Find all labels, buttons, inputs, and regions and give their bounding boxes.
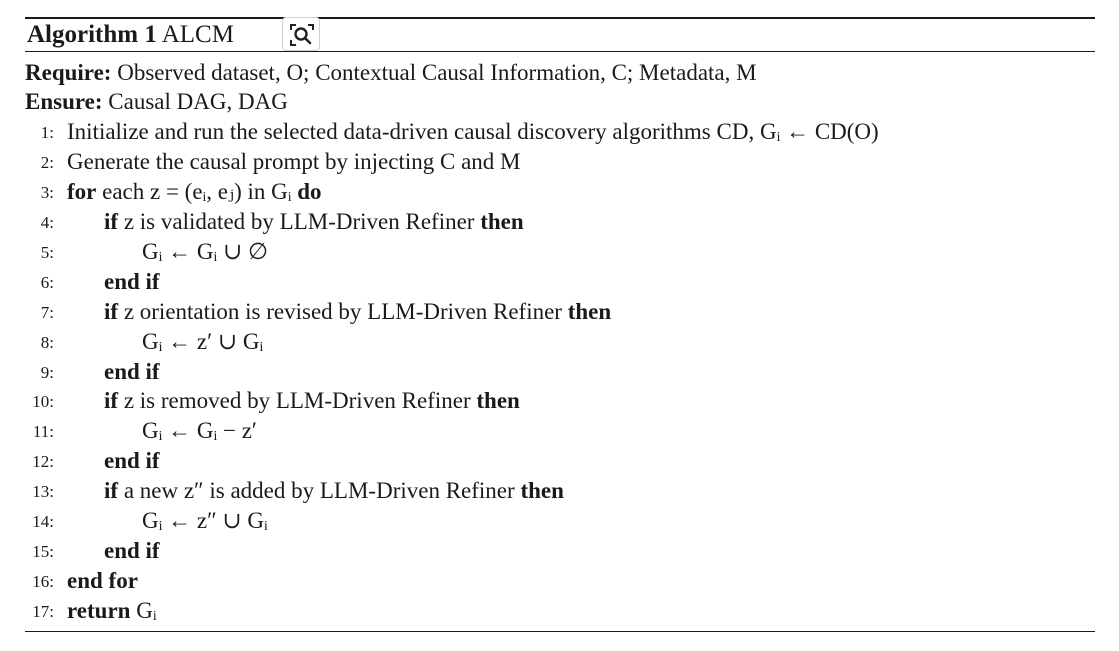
line-text: end if <box>104 269 160 294</box>
require-line <box>25 58 757 88</box>
line-text: Generate the causal prompt by injecting C and M <box>67 149 521 174</box>
line-text: for each z = (eᵢ, eⱼ) in Gᵢ do <box>67 179 322 204</box>
line-number: 1: <box>40 123 54 142</box>
ensure-line <box>25 87 288 117</box>
line-number: 11: <box>32 422 54 441</box>
line-number: 4: <box>40 213 54 232</box>
line-text: end for <box>67 568 138 593</box>
line-text: if z orientation is revised by LLM-Driven Refiner then <box>104 299 612 324</box>
line-number: 16: <box>32 572 54 591</box>
require-keyword: Require: <box>25 60 112 85</box>
line-number: 15: <box>32 542 54 561</box>
ensure-text: Causal DAG, DAG <box>108 89 288 114</box>
line-number: 10: <box>32 392 54 411</box>
line-text: Gᵢ ← Gᵢ − z′ <box>142 418 257 443</box>
line-text: Initialize and run the selected data-driven causal discovery algorithms CD, Gᵢ ← CD(O) <box>67 119 879 144</box>
line-number: 8: <box>40 333 54 352</box>
ensure-keyword: Ensure: <box>25 89 103 114</box>
zoom-magnifier-icon <box>289 23 315 47</box>
line-text: end if <box>104 538 160 563</box>
line-number: 17: <box>32 602 54 621</box>
line-text: if a new z″ is added by LLM-Driven Refiner then <box>104 478 564 503</box>
zoom-button[interactable] <box>282 17 320 51</box>
mid-rule <box>25 51 1095 52</box>
line-number: 9: <box>40 363 54 382</box>
line-number: 2: <box>40 153 54 172</box>
line-number: 3: <box>40 183 54 202</box>
line-number: 13: <box>32 482 54 501</box>
line-text: return Gᵢ <box>67 598 157 623</box>
line-text: if z is validated by LLM-Driven Refiner then <box>104 209 524 234</box>
line-number: 6: <box>40 273 54 292</box>
algorithm-name: ALCM <box>161 21 234 48</box>
line-text: Gᵢ ← z′ ∪ Gᵢ <box>142 329 264 354</box>
line-number: 12: <box>32 452 54 471</box>
bottom-rule <box>25 631 1095 632</box>
algorithm-title <box>27 20 234 50</box>
line-text: end if <box>104 448 160 473</box>
line-text: Gᵢ ← Gᵢ ∪ ∅ <box>142 239 269 264</box>
line-number: 5: <box>40 243 54 262</box>
line-text: end if <box>104 359 160 384</box>
line-text: Gᵢ ← z″ ∪ Gᵢ <box>142 508 268 533</box>
require-text: Observed dataset, O; Contextual Causal Information, C; Metadata, M <box>117 60 757 85</box>
line-text: if z is removed by LLM-Driven Refiner then <box>104 388 520 413</box>
line-number: 7: <box>40 303 54 322</box>
algorithm-label: Algorithm 1 <box>27 21 157 48</box>
top-rule <box>25 17 1095 19</box>
line-number: 14: <box>32 512 54 531</box>
